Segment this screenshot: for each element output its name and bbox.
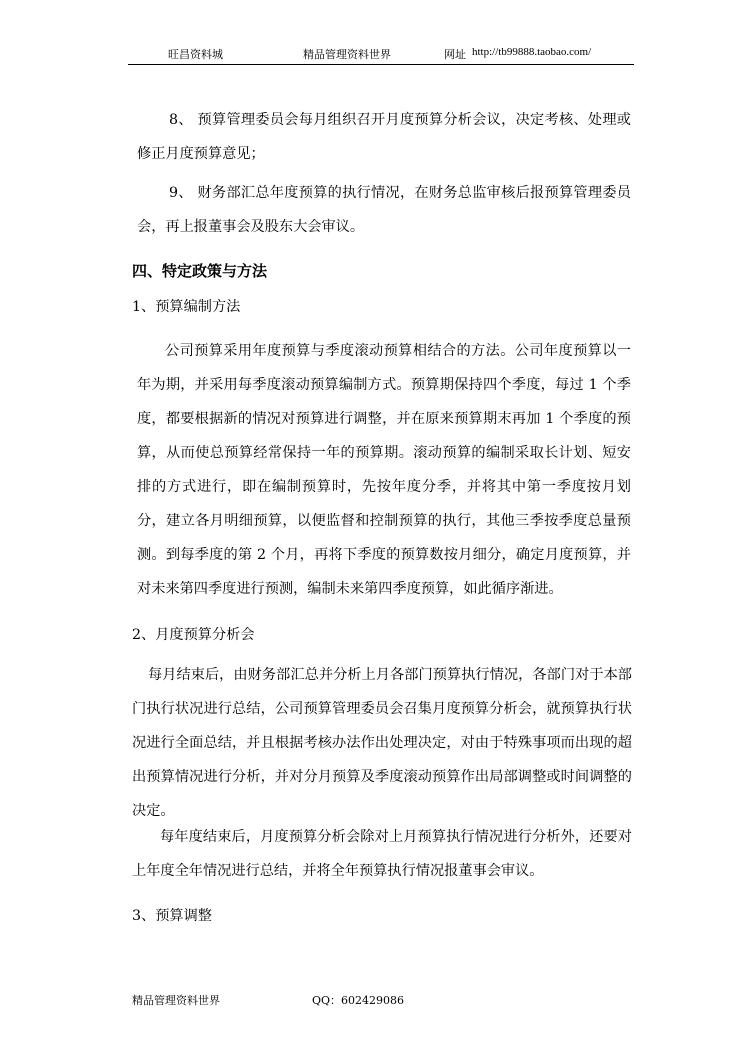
paragraph-item-8: 8、 预算管理委员会每月组织召开月度预算分析会议，决定考核、处理或修正月度预算意见； [137,112,631,162]
section-heading: 四、特定政策与方法 [132,262,268,280]
footer-qq-text: QQ：602429086 [312,994,405,1007]
header-center-text: 精品管理资料世界 [303,48,391,61]
paragraph-item-9: 9、 财务部汇总年度预算的执行情况，在财务总监审核后报预算管理委员会，再上报董事会及股东大会审议。 [137,185,631,235]
paragraph-budget-method: 公司预算采用年度预算与季度滚动预算相结合的方法。公司年度预算以一年为期，并采用每季度滚动预算编制方式。预算期保持四个季度，每过 1 个季度，都要根据新的情况对预算进行调整，并在原来预算期末再加 1 个季度的预算，从而使总预算经常保持一年的预算期。滚动预算的编制采取长计划、短安排的方式进行，即在编制预算时，先按年度分季，并将其中第一季度按月划分，建立各月明细预算，以便监督和控制预算的执行，其他三季按季度总量预测。到每季度的第 2 个月，再将下季度的预算数按月细分，确定月度预算，并对未来第四季度进行预测，编制未来第四季度预算，如此循序渐进。 [137,343,631,597]
page-header [128,44,634,65]
paragraph-annual-summary: 每年度结束后，月度预算分析会除对上月预算执行情况进行分析外，还要对上年度全年情况进行总结，并将全年预算执行情况报董事会审议。 [132,829,632,879]
paragraph-monthly-analysis: 每月结束后，由财务部汇总并分析上月各部门预算执行情况，各部门对于本部门执行状况进行总结，公司预算管理委员会召集月度预算分析会，就预算执行状况进行全面总结，并且根据考核办法作出处理决定，对由于特殊事项而出现的超出预算情况进行分析，并对分月预算及季度滚动预算作出局部调整或时间调整的决定。 [132,667,632,819]
header-left-text: 旺昌资料城 [168,48,223,61]
subsection-heading-1: 1、预算编制方法 [132,299,241,315]
subsection-heading-2: 2、月度预算分析会 [132,627,255,643]
header-url-link[interactable]: http://tb99888.taobao.com/ [472,46,592,58]
footer-left-text: 精品管理资料世界 [132,994,220,1007]
subsection-heading-3: 3、预算调整 [132,908,212,924]
header-site-label: 网址 [444,48,466,61]
